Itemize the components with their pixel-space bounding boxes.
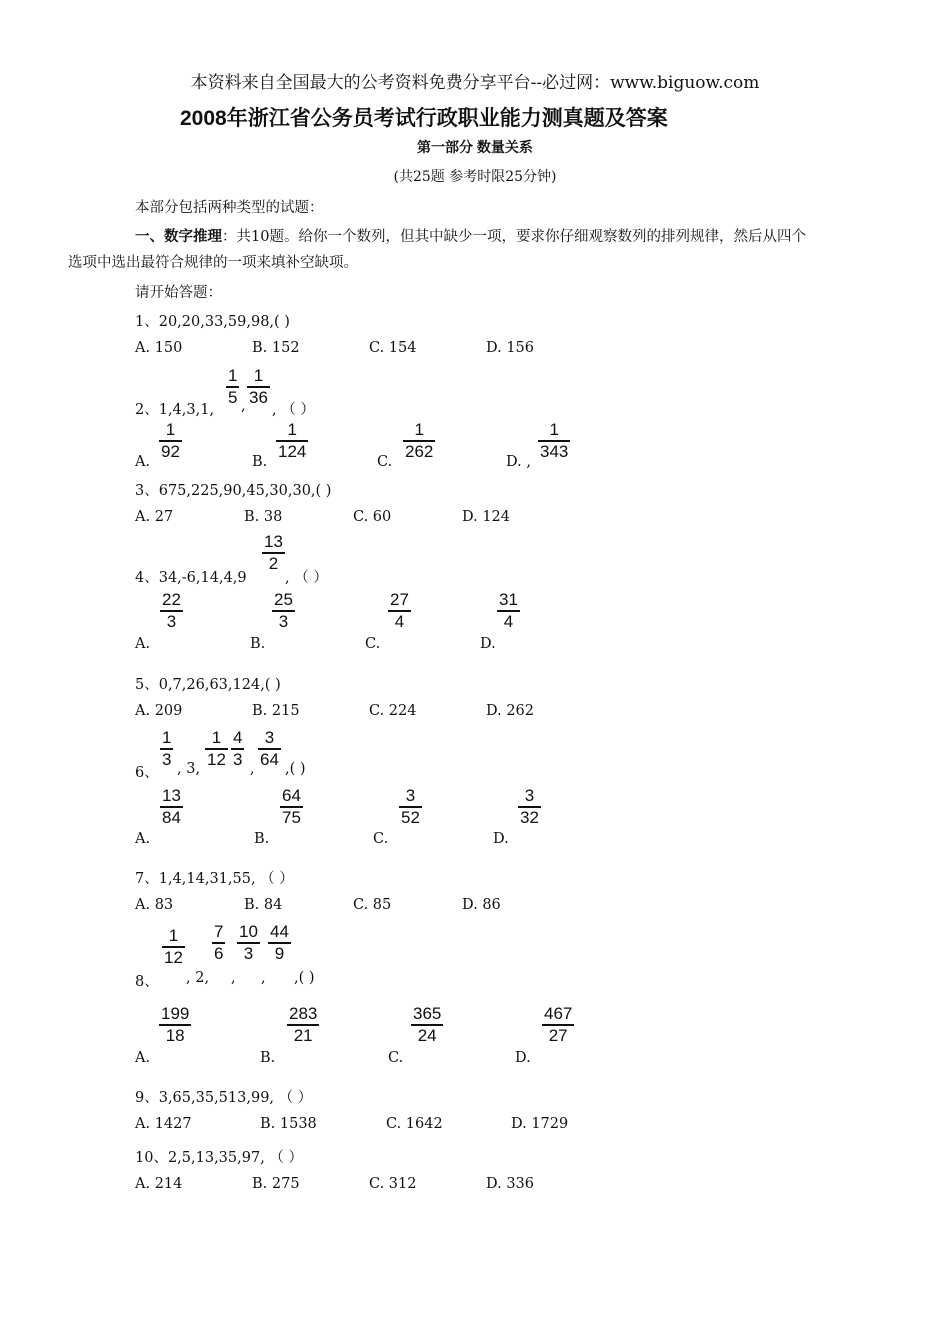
numerator: 22 — [162, 590, 181, 609]
numerator: 1 — [165, 420, 176, 439]
q2-option-b-fraction[interactable] — [276, 420, 308, 462]
q6-stem-comma: , — [250, 761, 255, 777]
q1-option-b[interactable]: B. 152 — [252, 340, 300, 356]
q4-stem-tail: , （ ） — [285, 570, 328, 586]
section-description — [135, 225, 806, 246]
q4-option-a[interactable]: A. — [135, 636, 151, 652]
question-8-stem: 8、 — [135, 974, 159, 990]
denominator: 4 — [394, 611, 405, 631]
question-10-stem: 10、2,5,13,35,97, （ ） — [135, 1150, 304, 1166]
q5-option-d[interactable]: D. 262 — [486, 703, 535, 719]
denominator: 21 — [293, 1025, 313, 1045]
numerator: 27 — [390, 590, 409, 609]
section-text: ：共10题。给你一个数列，但其中缺少一项，要求你仔细观察数列的排列规律，然后从四个 — [222, 229, 806, 245]
denominator: 75 — [282, 807, 301, 827]
q6-stem-tail: ,( ) — [285, 761, 306, 777]
q6-stem-fraction-2 — [205, 728, 228, 770]
q9-option-d[interactable]: D. 1729 — [511, 1116, 569, 1132]
part-heading: 第一部分 数量关系 — [417, 139, 533, 155]
denominator: 52 — [401, 807, 420, 827]
q2-option-d-fraction[interactable] — [538, 420, 570, 462]
q2-stem-fraction-2 — [247, 366, 270, 408]
denominator: 6 — [214, 943, 224, 963]
start-prompt: 请开始答题： — [135, 285, 222, 301]
q10-option-a[interactable]: A. 214 — [135, 1176, 183, 1192]
numerator: 7 — [214, 922, 224, 941]
q8-option-b-fraction[interactable] — [287, 1004, 319, 1046]
q2-stem-text: 2、1,4,3,1, — [135, 402, 215, 418]
denominator: 36 — [249, 387, 268, 407]
q9-option-a[interactable]: A. 1427 — [135, 1116, 192, 1132]
denominator: 12 — [207, 749, 226, 769]
denominator: 3 — [162, 749, 172, 769]
denominator: 92 — [161, 441, 180, 461]
numerator: 1 — [228, 366, 238, 385]
q6-option-b[interactable]: B. — [254, 831, 270, 847]
denominator: 3 — [166, 611, 177, 631]
section-text-line2: 选项中选出最符合规律的一项来填补空缺项。 — [68, 255, 358, 271]
denominator: 262 — [405, 441, 434, 461]
question-4-stem: 4、34,-6,14,4,9 — [135, 570, 247, 586]
denominator: 64 — [260, 749, 279, 769]
numerator: 1 — [211, 728, 222, 747]
numerator: 1 — [287, 420, 297, 439]
denominator: 24 — [417, 1025, 437, 1045]
q8-stem-fraction-3 — [237, 922, 260, 964]
denominator: 5 — [228, 387, 238, 407]
q2-stem-fraction-1 — [226, 366, 239, 408]
section-heading: 一、数字推理 — [135, 229, 222, 245]
q2-option-c[interactable]: C. — [377, 454, 393, 470]
q6-option-d[interactable]: D. — [493, 831, 509, 847]
numerator: 3 — [405, 786, 416, 805]
q8-stem-comma-2: , — [261, 970, 266, 986]
q5-option-c[interactable]: C. 224 — [369, 703, 417, 719]
denominator: 2 — [268, 553, 279, 573]
page-title: 2008年浙江省公务员考试行政职业能力测真题及答案 — [180, 107, 668, 130]
question-2-stem — [135, 398, 214, 419]
q10-option-c[interactable]: C. 312 — [369, 1176, 417, 1192]
q4-option-b[interactable]: B. — [250, 636, 266, 652]
numerator: 44 — [270, 922, 289, 941]
denominator: 18 — [165, 1025, 185, 1045]
q8-option-c-fraction[interactable] — [411, 1004, 443, 1046]
q4-option-c-fraction[interactable] — [388, 590, 411, 632]
denominator: 4 — [503, 611, 514, 631]
numerator: 13 — [162, 786, 181, 805]
q2-option-c-fraction[interactable] — [403, 420, 435, 462]
q8-stem-fraction-4 — [268, 922, 291, 964]
q6-option-d-fraction[interactable] — [518, 786, 541, 828]
q9-option-b[interactable]: B. 1538 — [260, 1116, 317, 1132]
q6-option-a[interactable]: A. — [135, 831, 151, 847]
numerator: 283 — [289, 1004, 318, 1023]
q8-stem-fraction-2 — [212, 922, 225, 964]
numerator: 13 — [264, 532, 283, 551]
q10-option-b[interactable]: B. 275 — [252, 1176, 300, 1192]
q2-stem-comma: , — [241, 398, 246, 414]
q7-option-b[interactable]: B. 84 — [244, 897, 283, 913]
question-7-stem: 7、1,4,14,31,55, （ ） — [135, 871, 294, 887]
q2-option-a[interactable]: A. — [135, 454, 151, 470]
q9-option-c[interactable]: C. 1642 — [386, 1116, 443, 1132]
q5-option-b[interactable]: B. 215 — [252, 703, 300, 719]
numerator: 31 — [499, 590, 518, 609]
q7-option-a[interactable]: A. 83 — [135, 897, 174, 913]
numerator: 25 — [274, 590, 293, 609]
q3-option-d[interactable]: D. 124 — [462, 509, 511, 525]
numerator: 1 — [168, 926, 179, 945]
q4-option-d[interactable]: D. — [480, 636, 496, 652]
q6-option-c[interactable]: C. — [373, 831, 389, 847]
q1-option-a[interactable]: A. 150 — [135, 340, 183, 356]
q4-option-d-fraction[interactable] — [497, 590, 520, 632]
denominator: 27 — [548, 1025, 568, 1045]
q8-option-a-fraction[interactable] — [159, 1004, 191, 1046]
numerator: 4 — [233, 728, 243, 747]
q6-stem-fraction-3 — [231, 728, 244, 770]
q6-stem-part: , 3, — [177, 761, 201, 777]
q3-option-c[interactable]: C. 60 — [353, 509, 392, 525]
q1-option-c[interactable]: C. 154 — [369, 340, 417, 356]
q6-option-c-fraction[interactable] — [399, 786, 422, 828]
question-1-stem: 1、20,20,33,59,98,( ) — [135, 314, 290, 330]
numerator: 1 — [162, 728, 172, 747]
numerator: 3 — [524, 786, 535, 805]
denominator: 3 — [278, 611, 289, 631]
q8-option-b[interactable]: B. — [260, 1050, 276, 1066]
q7-option-d[interactable]: D. 86 — [462, 897, 501, 913]
numerator: 199 — [161, 1004, 190, 1023]
q2-option-d[interactable]: D. , — [506, 454, 531, 470]
q8-stem-part: , 2, — [186, 970, 210, 986]
denominator: 343 — [540, 441, 569, 461]
question-5-stem: 5、0,7,26,63,124,( ) — [135, 677, 281, 693]
q4-option-a-fraction[interactable] — [160, 590, 183, 632]
numerator: 64 — [282, 786, 301, 805]
numerator: 1 — [414, 420, 424, 439]
intro-line: 本部分包括两种类型的试题： — [135, 200, 324, 216]
denominator: 124 — [278, 441, 307, 461]
numerator: 365 — [413, 1004, 442, 1023]
numerator: 1 — [549, 420, 559, 439]
q1-option-d[interactable]: D. 156 — [486, 340, 535, 356]
q8-option-c[interactable]: C. — [388, 1050, 404, 1066]
q4-option-b-fraction[interactable] — [272, 590, 295, 632]
q8-option-a[interactable]: A. — [135, 1050, 151, 1066]
q5-option-a[interactable]: A. 209 — [135, 703, 183, 719]
q6-stem-fraction-4 — [258, 728, 281, 770]
question-6-stem: 6、 — [135, 765, 159, 781]
time-limit: (共25题 参考时限25分钟) — [393, 169, 557, 185]
q8-option-d[interactable]: D. — [515, 1050, 531, 1066]
numerator: 10 — [239, 922, 258, 941]
question-3-stem: 3、675,225,90,45,30,30,( ) — [135, 483, 332, 499]
q2-option-a-fraction[interactable] — [159, 420, 182, 462]
denominator: 3 — [243, 943, 254, 963]
q8-stem-comma-1: , — [231, 970, 236, 986]
q3-option-a[interactable]: A. 27 — [135, 509, 174, 525]
q2-option-b[interactable]: B. — [252, 454, 268, 470]
q4-stem-fraction — [262, 532, 285, 574]
q8-stem-fraction-1 — [162, 926, 185, 968]
q7-option-c[interactable]: C. 85 — [353, 897, 392, 913]
denominator: 12 — [164, 947, 183, 967]
q8-option-d-fraction[interactable] — [542, 1004, 574, 1046]
denominator: 9 — [274, 943, 285, 963]
q6-stem-fraction-1 — [160, 728, 173, 770]
q3-option-b[interactable]: B. 38 — [244, 509, 283, 525]
denominator: 32 — [520, 807, 539, 827]
question-9-stem: 9、3,65,35,513,99, （ ） — [135, 1090, 313, 1106]
q8-stem-tail: ,( ) — [294, 970, 315, 986]
q6-option-b-fraction[interactable] — [280, 786, 303, 828]
numerator: 467 — [544, 1004, 573, 1023]
denominator: 3 — [233, 749, 243, 769]
numerator: 1 — [253, 366, 264, 385]
source-line: 本资料来自全国最大的公考资料免费分享平台--必过网：www.biguow.com — [190, 73, 760, 93]
q10-option-d[interactable]: D. 336 — [486, 1176, 535, 1192]
denominator: 84 — [162, 807, 181, 827]
q6-option-a-fraction[interactable] — [160, 786, 183, 828]
q4-option-c[interactable]: C. — [365, 636, 381, 652]
q2-stem-tail: , （ ） — [272, 402, 315, 418]
numerator: 3 — [264, 728, 275, 747]
